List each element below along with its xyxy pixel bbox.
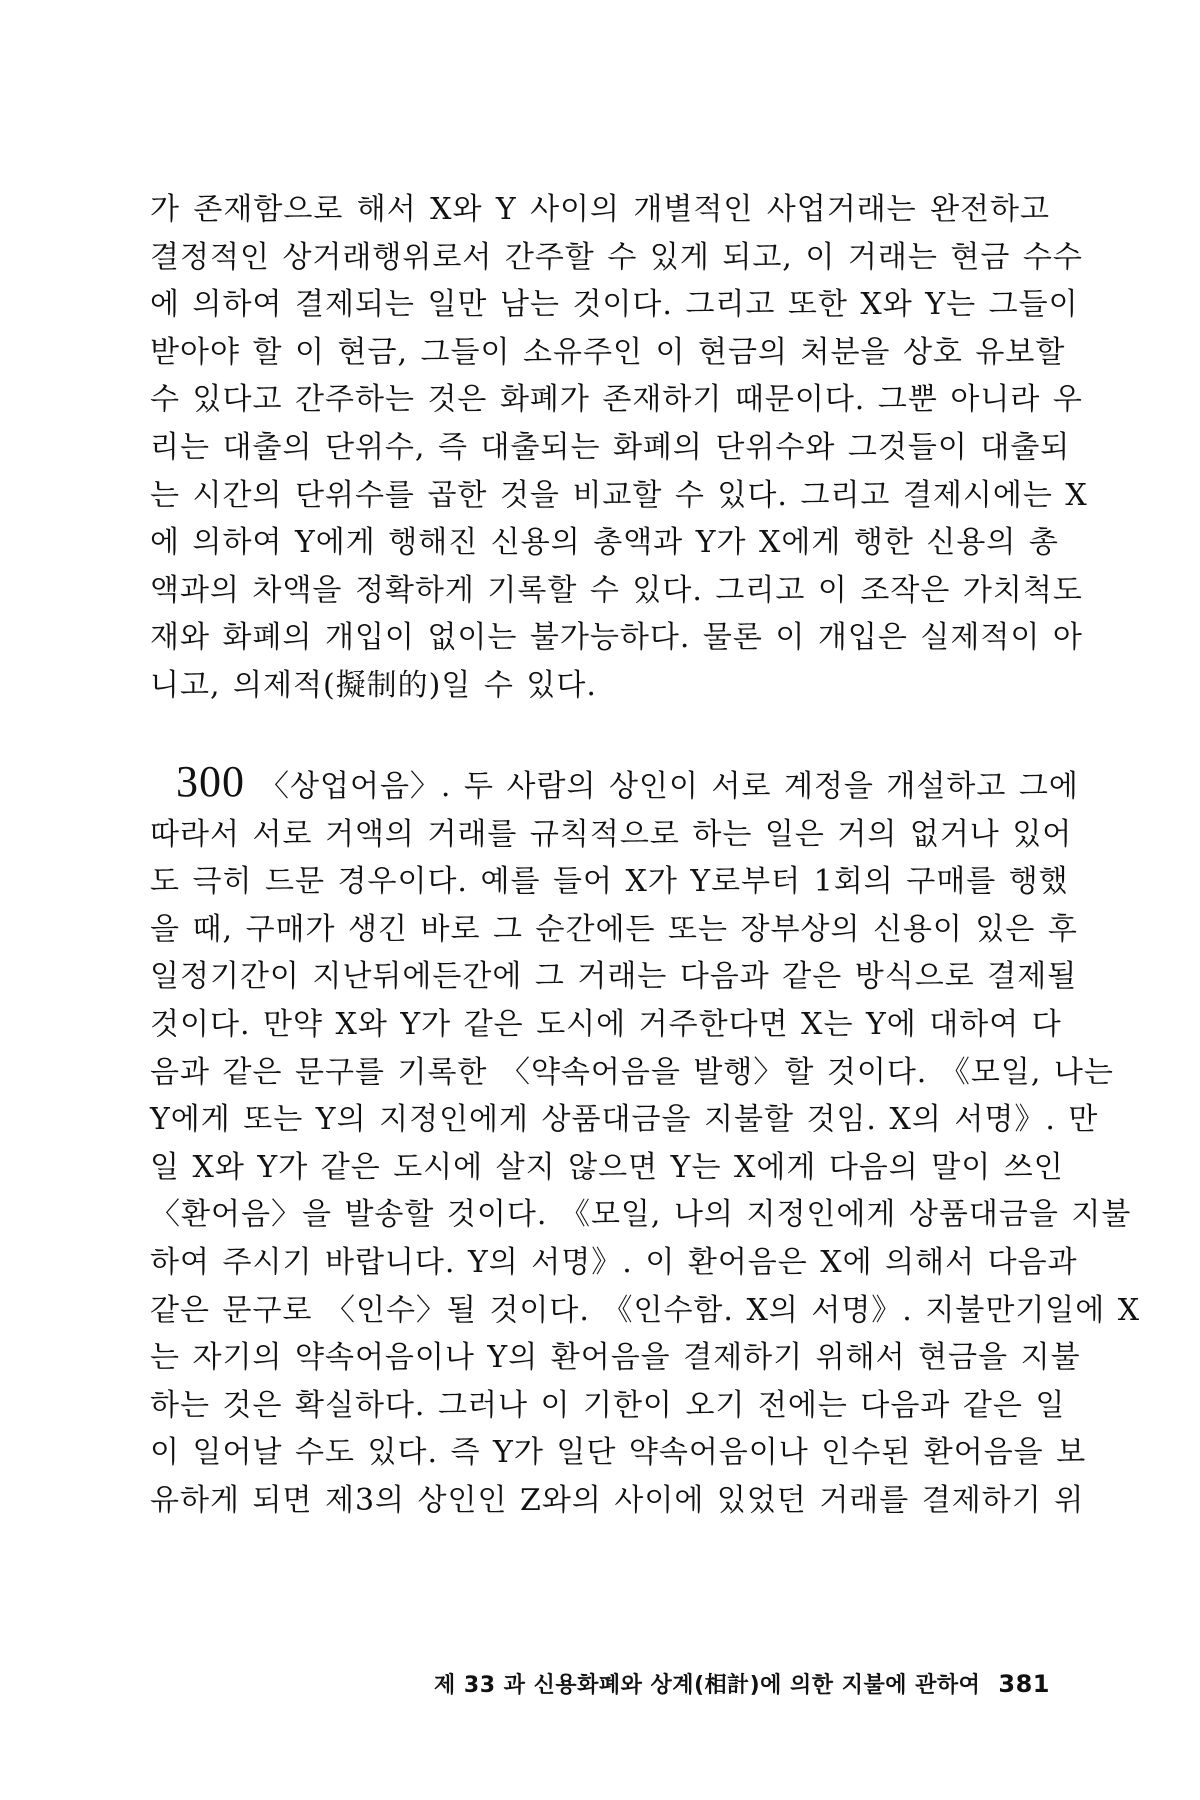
text-line: 가 존재함으로 해서 X와 Y 사이의 개별적인 사업거래는 완전하고 — [150, 192, 1050, 227]
text-line: 는 자기의 약속어음이나 Y의 환어음을 결제하기 위해서 현금을 지불 — [150, 1340, 1081, 1376]
text-line: 액과의 차액을 정확하게 기록할 수 있다. 그리고 이 조작은 가치척도 — [150, 572, 1083, 608]
text-line: 같은 문구로 〈인수〉될 것이다. 《인수함. X의 서명》. 지불만기일에 X — [150, 1292, 1141, 1328]
page-footer — [434, 1668, 1050, 1699]
text-line: 받아야 할 이 현금, 그들이 소유주인 이 현금의 처분을 상호 유보할 — [150, 334, 1066, 370]
text-line: 재와 화폐의 개입이 없이는 불가능하다. 물론 이 개입은 실제적이 아 — [150, 620, 1083, 656]
page-number: 381 — [998, 1670, 1050, 1698]
text-line: 하여 주시기 바랍니다. Y의 서명》. 이 환어음은 X에 의해서 다음과 — [150, 1244, 1078, 1280]
text-line-first — [150, 757, 1079, 811]
paragraph-1 — [150, 186, 1088, 710]
text-line: 수 있다고 간주하는 것은 화폐가 존재하기 때문이다. 그뿐 아니라 우 — [150, 382, 1083, 418]
text-line: 이 일어날 수도 있다. 즉 Y가 일단 약속어음이나 인수된 환어음을 보 — [150, 1435, 1087, 1471]
running-title: 제 33 과 신용화폐와 상계(相計)에 의한 지불에 관하여 — [434, 1673, 981, 1698]
text-line: 을 때, 구매가 생긴 바로 그 순간에든 또는 장부상의 신용이 있은 후 — [150, 911, 1078, 947]
text-line: Y에게 또는 Y의 지정인에게 상품대금을 지불할 것임. X의 서명》. 만 — [150, 1102, 1099, 1138]
text-line: 결정적인 상거래행위로서 간주할 수 있게 되고, 이 거래는 현금 수수 — [150, 239, 1083, 275]
paragraph-2 — [150, 757, 1141, 1525]
text-line: 일 X와 Y가 같은 도시에 살지 않으면 Y는 X에게 다음의 말이 쓰인 — [150, 1149, 1064, 1185]
section-number: 300 — [176, 757, 245, 806]
text-line: 리는 대출의 단위수, 즉 대출되는 화폐의 단위수와 그것들이 대출되 — [150, 429, 1071, 465]
text-line: 하는 것은 확실하다. 그러나 이 기한이 오기 전에는 다음과 같은 일 — [150, 1387, 1066, 1423]
text-line: 것이다. 만약 X와 Y가 같은 도시에 거주한다면 X는 Y에 대하여 다 — [150, 1006, 1062, 1042]
text-line: 니고, 의제적(擬制的)일 수 있다. — [150, 667, 597, 703]
text-line: 따라서 서로 거액의 거래를 규칙적으로 하는 일은 거의 없거나 있어 — [150, 816, 1073, 852]
text-line: 유하게 되면 제3의 상인인 Z와의 사이에 있었던 거래를 결제하기 위 — [150, 1482, 1085, 1518]
text-line: 도 극히 드문 경우이다. 예를 들어 X가 Y로부터 1회의 구매를 행했 — [150, 864, 1069, 900]
text-line: 일정기간이 지난뒤에든간에 그 거래는 다음과 같은 방식으로 결제될 — [150, 959, 1078, 995]
section-lead-text: 〈상업어음〉. 두 사람의 상인이 서로 계정을 개설하고 그에 — [259, 769, 1079, 804]
text-line: 〈환어음〉을 발송할 것이다. 《모일, 나의 지정인에게 상품대금을 지불 — [150, 1197, 1132, 1233]
text-line: 에 의하여 Y에게 행해진 신용의 총액과 Y가 X에게 행한 신용의 총 — [150, 525, 1059, 561]
text-line: 는 시간의 단위수를 곱한 것을 비교할 수 있다. 그리고 결제시에는 X — [150, 477, 1088, 513]
text-line: 에 의하여 결제되는 일만 남는 것이다. 그리고 또한 X와 Y는 그들이 — [150, 287, 1079, 323]
text-line: 음과 같은 문구를 기록한 〈약속어음을 발행〉할 것이다. 《모일, 나는 — [150, 1054, 1114, 1090]
